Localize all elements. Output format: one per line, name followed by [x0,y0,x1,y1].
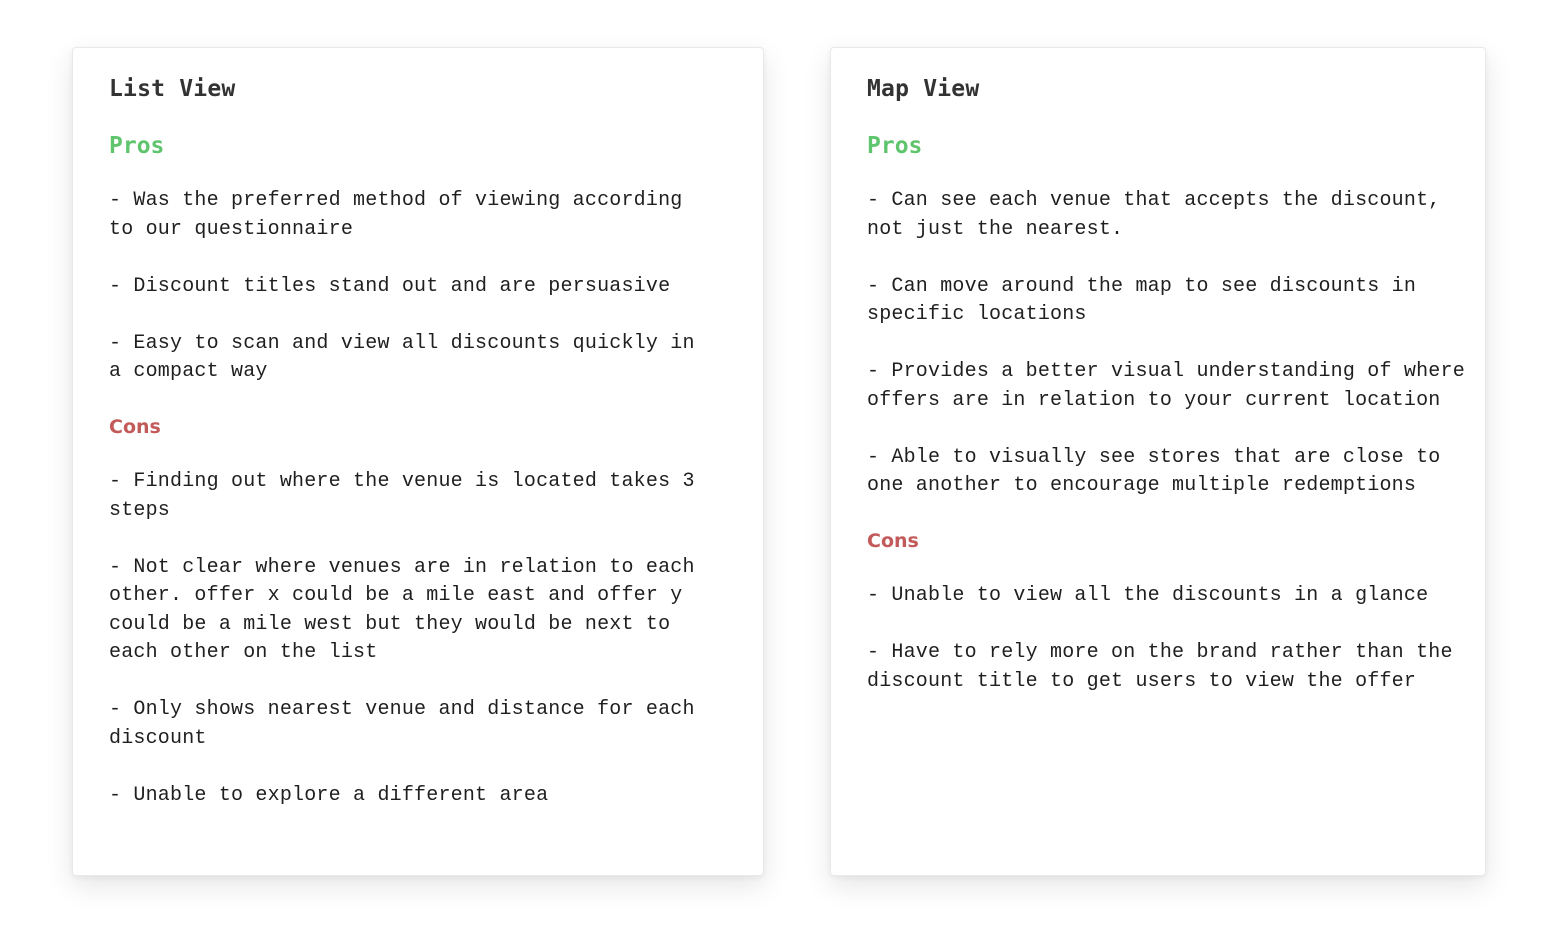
list-view-cons-heading: Cons [109,416,161,438]
map-view-pros-list [867,187,1465,501]
list-view-pro-item: - Was the preferred method of viewing according to our questionnaire [109,189,683,241]
map-view-cons-list [867,582,1465,696]
list-view-pro-item: - Easy to scan and view all discounts quickly in a compact way [109,331,695,383]
map-view-con-item: - Unable to view all the discounts in a glance [867,584,1429,607]
list-view-con-item: - Not clear where venues are in relation to each other. offer x could be a mile east and offer y could be a mile west but they would be next to each other on the list [109,555,695,664]
map-view-card [830,47,1486,876]
map-view-con-item: - Have to rely more on the brand rather than the discount title to get users to view the offer [867,641,1453,693]
map-view-pro-item: - Can move around the map to see discounts in specific locations [867,274,1417,326]
map-view-pro-item: - Provides a better visual understanding of where offers are in relation to your current location [867,360,1465,412]
list-view-cons-list [109,468,743,810]
list-view-con-item: - Only shows nearest venue and distance for each discount [109,698,695,750]
map-view-pro-item: - Able to visually see stores that are close to one another to encourage multiple redemptions [867,445,1441,497]
list-view-pros-heading: Pros [109,133,165,159]
map-view-cons-heading: Cons [867,530,919,552]
list-view-title: List View [109,76,236,102]
map-view-title: Map View [867,76,980,102]
list-view-con-item: - Finding out where the venue is located takes 3 steps [109,470,695,522]
map-view-pros-heading: Pros [867,133,923,159]
list-view-card [72,47,764,876]
map-view-pro-item: - Can see each venue that accepts the discount, not just the nearest. [867,189,1441,241]
list-view-con-item: - Unable to explore a different area [109,783,549,807]
list-view-pro-item: - Discount titles stand out and are persuasive [109,274,671,298]
list-view-pros-list [109,187,743,387]
